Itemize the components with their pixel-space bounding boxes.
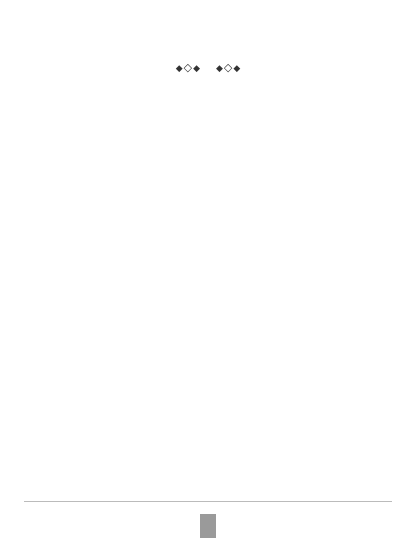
brand-logo (158, 6, 258, 42)
left-ornament-icon: ◆ ◇ ◆ (175, 61, 200, 74)
page-number (200, 514, 216, 538)
title-row (0, 56, 416, 80)
right-ornament-icon: ◆ ◇ ◆ (216, 61, 241, 74)
footer-divider (24, 501, 392, 502)
